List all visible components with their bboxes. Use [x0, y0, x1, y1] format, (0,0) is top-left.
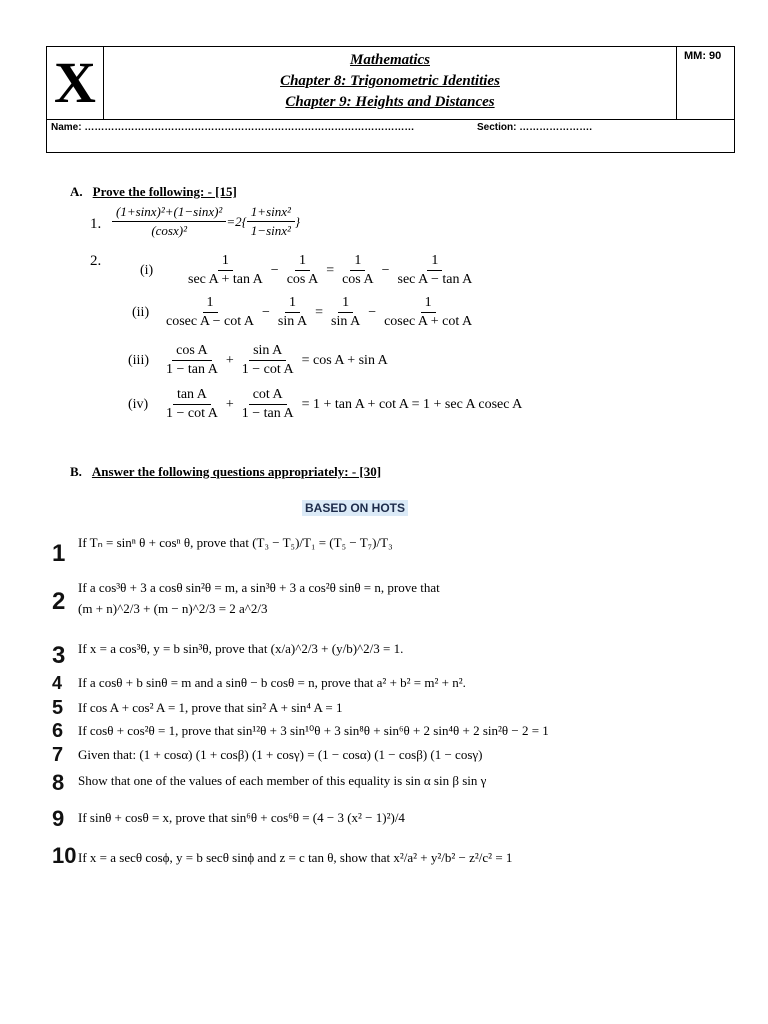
hots-question-2: If a cos³θ + 3 a cosθ sin²θ = m, a sin³θ + 3 a cos²θ sinθ = n, prove that	[78, 580, 440, 595]
rhs: = 1 + tan A + cot A = 1 + sec A cosec A	[301, 396, 523, 412]
chapter9-title: Chapter 9: Heights and Distances	[285, 94, 495, 110]
hots-number: 4	[52, 673, 63, 693]
question-a2-iv	[128, 386, 526, 423]
roman-iv: (iv)	[128, 396, 149, 412]
q1-lhs-numerator: (1+sinx)²+(1−sinx)²	[112, 203, 226, 222]
section-a-title: Prove the following: - [15]	[92, 184, 237, 199]
q1-lhs-fraction	[112, 203, 226, 240]
section-b-heading	[70, 464, 381, 480]
question-a2-number: 2.	[90, 253, 102, 269]
denominator: 1 − cot A	[241, 362, 294, 377]
numerator: 1	[295, 252, 310, 271]
hots-number: 1	[52, 540, 66, 567]
question-a2-iii	[128, 342, 392, 379]
hots-number: 8	[52, 770, 65, 795]
question-a1-expression	[112, 203, 300, 240]
frac	[327, 294, 364, 331]
frac	[162, 386, 222, 423]
operator: +	[225, 352, 234, 368]
denominator: 1 − cot A	[166, 406, 218, 421]
question-a2-ii	[132, 294, 476, 331]
frac	[380, 294, 476, 331]
numerator: 1	[350, 252, 365, 271]
numerator: 1	[285, 294, 300, 313]
equals: =	[315, 304, 323, 320]
denominator: cosec A + cot A	[384, 314, 473, 329]
chapter8-title: Chapter 8: Trigonometric Identities	[280, 73, 500, 89]
hots-question-4: If a cosθ + b sinθ = m and a sinθ − b cosθ = n, prove that a² + b² = m² + n².	[78, 675, 466, 690]
hots-question-7: Given that: (1 + cosα) (1 + cosβ) (1 + cosγ) = (1 − cosα) (1 − cosβ) (1 − cosγ)	[78, 747, 483, 762]
denominator: sec A + tan A	[188, 272, 263, 287]
subject-title: Mathematics	[349, 52, 430, 68]
frac	[283, 252, 323, 289]
numerator: tan A	[173, 386, 211, 405]
numerator: 1	[427, 252, 442, 271]
q1-rhs-denominator: 1−sinx²	[250, 223, 291, 238]
frac	[238, 386, 298, 423]
question-a2-i	[140, 252, 476, 289]
hots-number: 3	[52, 642, 66, 669]
hots-question-6: If cosθ + cos²θ = 1, prove that sin¹²θ + 3 sin¹⁰θ + 3 sin⁸θ + sin⁶θ + 2 sin⁴θ + 2 sin²θ − 2 = 1	[78, 723, 549, 738]
hots-question-10: If x = a secθ cosϕ, y = b secθ sinϕ and z = c tan θ, show that x²/a² + y²/b² − z²/c² = 1	[78, 850, 513, 865]
section-a-letter: A.	[70, 184, 83, 199]
hots-number: 2	[52, 588, 66, 615]
frac	[184, 252, 267, 289]
hots-question-1: If Tₙ = sinⁿ θ + cosⁿ θ, prove that (T₃ − T₅)/T₁ = (T₅ − T₇)/T₃	[78, 535, 393, 550]
section-b-letter: B.	[70, 464, 82, 479]
numerator: sin A	[249, 342, 286, 361]
denominator: cos A	[286, 272, 319, 287]
roman-i: (i)	[140, 262, 154, 278]
frac	[338, 252, 378, 289]
hots-number: 10	[52, 843, 77, 868]
frac	[162, 294, 258, 331]
section-a-heading	[70, 184, 237, 200]
denominator: 1 − tan A	[166, 362, 218, 377]
hots-number: 6	[52, 720, 64, 742]
hots-question-3: If x = a cos³θ, y = b sin³θ, prove that (x/a)^2/3 + (y/b)^2/3 = 1.	[78, 641, 404, 656]
hots-question-2-cont: (m + n)^2/3 + (m − n)^2/3 = 2 a^2/3	[78, 601, 268, 616]
hots-number: 5	[52, 697, 64, 719]
hots-title: BASED ON HOTS	[302, 500, 408, 516]
name-field: Name: ………………………………………………………………………………………	[51, 122, 415, 133]
q1-rhs-numerator: 1+sinx²	[247, 203, 295, 222]
roman-ii: (ii)	[132, 304, 150, 320]
frac	[274, 294, 311, 331]
title-block	[104, 47, 676, 119]
operator: −	[381, 262, 390, 278]
hots-number: 9	[52, 806, 65, 831]
denominator: sec A − tan A	[397, 272, 473, 287]
denominator: sin A	[331, 314, 361, 329]
question-a1-number: 1.	[90, 216, 102, 232]
hots-number: 7	[52, 744, 64, 766]
section-field: Section: ………………….	[477, 122, 593, 133]
q1-close-brace: }	[294, 213, 301, 229]
denominator: cosec A − cot A	[166, 314, 254, 329]
q1-lhs-denominator: (cosx)²	[151, 223, 187, 238]
numerator: 1	[203, 294, 218, 313]
hots-question-5: If cos A + cos² A = 1, prove that sin² A + sin⁴ A = 1	[78, 700, 343, 715]
numerator: 1	[338, 294, 353, 313]
frac	[238, 342, 298, 379]
operator: −	[368, 304, 377, 320]
operator: −	[270, 262, 279, 278]
denominator: 1 − tan A	[241, 406, 294, 421]
operator: −	[262, 304, 270, 320]
numerator: cot A	[249, 386, 287, 405]
max-marks: MM: 90	[676, 47, 734, 119]
numerator: 1	[421, 294, 436, 313]
denominator: cos A	[342, 272, 374, 287]
operator: +	[225, 396, 234, 412]
header-divider	[47, 119, 734, 120]
header-table	[46, 46, 735, 153]
rhs: = cos A + sin A	[301, 352, 388, 368]
hots-question-8: Show that one of the values of each member of this equality is sin α sin β sin γ	[78, 773, 487, 788]
numerator: cos A	[172, 342, 212, 361]
equals: =	[326, 262, 335, 278]
hots-question-9: If sinθ + cosθ = x, prove that sin⁶θ + cos⁶θ = (4 − 3 (x² − 1)²)/4	[78, 810, 405, 825]
numerator: 1	[218, 252, 233, 271]
q1-rhs-fraction	[247, 203, 295, 240]
roman-iii: (iii)	[128, 352, 149, 368]
q1-equals: =2{	[226, 213, 247, 229]
frac	[394, 252, 477, 289]
section-b-title: Answer the following questions appropriately: - [30]	[91, 464, 382, 479]
class-mark: X	[47, 47, 104, 119]
denominator: sin A	[277, 314, 308, 329]
frac	[162, 342, 222, 379]
